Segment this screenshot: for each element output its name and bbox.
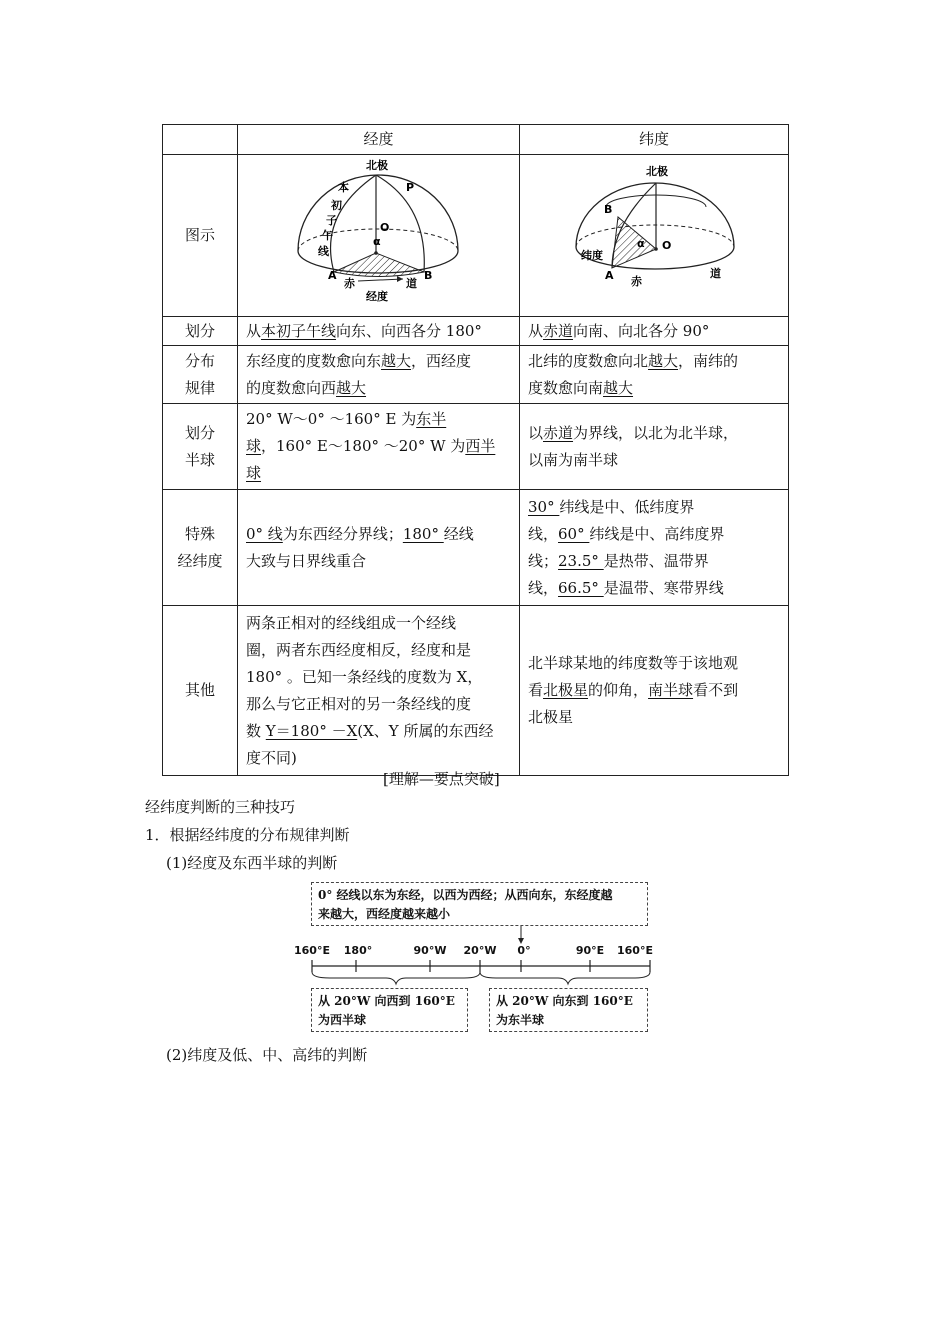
table-row-special [163,490,789,606]
lat-weidu-label: 纬度 [581,249,603,262]
lon-meridian-char-4: 午 [322,229,333,242]
lon-meridian-char-5: 线 [318,245,329,258]
table-row-diagram [163,155,789,317]
row-label-division: 划分 [163,317,238,346]
sub-heading-2: (2)纬度及低、中、高纬的判断 [166,1046,368,1064]
lon-rule-box: 0° 经线以东为东经，以西为西经；从西向东，东经度越 来越大，西经度越来越小 [311,882,648,926]
cell-longitude-other: 两条正相对的经线组成一个经线 圈，两者东西经度相反，经度和是 180° 。已知一条经线的度数为 X， 那么与它正相对的另一条经线的度 数 Y＝180° －X(X、Y 所属的东西经 度不同) [238,606,520,776]
cell-longitude-special: 0° 线为东西经分界线；180° 经线 大致与日界线重合 [238,490,520,606]
cell-latitude-special: 30° 纬线是中、低纬度界 线，60° 纬线是中、高纬度界 线；23.5° 是热带、温带界 线，66.5° 是温带、寒带界线 [520,490,789,606]
lat-B-label: B [604,203,613,216]
sub-heading-1: (1)经度及东西半球的判断 [166,854,338,872]
lon-P-label: P [406,181,415,194]
tick-label-20W: 20°W [463,944,497,957]
lat-north-pole-label: 北极 [646,165,668,178]
lat-O-label: O [662,239,672,252]
cell-longitude-division: 从本初子午线向东、向西各分 180° [238,317,520,346]
lon-A-label: A [328,269,337,282]
techniques-intro: 经纬度判断的三种技巧 [145,798,296,816]
lat-A-label: A [605,269,614,282]
lat-chi-label: 赤 [631,275,642,288]
lon-O-label: O [380,221,390,234]
latitude-hemisphere-diagram [520,155,789,307]
lat-dao-label: 道 [710,267,721,280]
lat-alpha-label: α [637,237,645,250]
lon-B-label: B [424,269,433,282]
cell-latitude-distribution: 北纬的度数愈向北越大，南纬的 度数愈向南越大 [520,346,789,404]
table-row-division [163,317,789,346]
table-header-row [163,125,789,155]
tick-label-160E-west: 160°E [294,944,330,957]
cell-latitude-other: 北半球某地的纬度数等于该地观 看北极星的仰角，南半球看不到 北极星 [520,606,789,776]
lon-alpha-label: α [373,235,381,248]
header-latitude: 纬度 [520,125,789,155]
row-label-diagram: 图示 [163,155,238,317]
header-empty [163,125,238,155]
longitude-hemisphere-diagram [238,155,520,307]
tick-label-90E: 90°E [575,944,605,957]
table-row-distribution [163,346,789,404]
lon-north-pole-label: 北极 [366,159,388,172]
lon-meridian-char-1: 本 [338,181,349,194]
lon-meridian-char-3: 子 [326,214,337,227]
eastern-hemisphere-box: 从 20°W 向东到 160°E 为东半球 [489,988,648,1032]
western-hemisphere-box: 从 20°W 向西到 160°E 为西半球 [311,988,468,1032]
lon-lat-comparison-table [162,124,789,776]
row-label-special: 特殊 经纬度 [163,490,238,606]
row-label-hemisphere: 划分 半球 [163,404,238,490]
cell-longitude-diagram [238,155,520,317]
tick-label-0: 0° [517,944,531,957]
lon-jingdu-label: 经度 [366,290,388,303]
longitude-number-line [290,926,670,996]
row-label-distribution: 分布 规律 [163,346,238,404]
tick-label-180: 180° [343,944,373,957]
table-row-other [163,606,789,776]
cell-latitude-diagram [520,155,789,317]
cell-latitude-division: 从赤道向南、向北各分 90° [520,317,789,346]
item-1-heading: 1．根据经纬度的分布规律判断 [145,826,350,844]
tick-label-90W: 90°W [413,944,447,957]
section-heading: [理解—要点突破] [383,770,500,788]
lon-meridian-char-2: 初 [331,199,342,212]
row-label-other: 其他 [163,606,238,776]
table-row-hemisphere [163,404,789,490]
cell-latitude-hemisphere: 以赤道为界线，以北为北半球， 以南为南半球 [520,404,789,490]
header-longitude: 经度 [238,125,520,155]
cell-longitude-hemisphere: 20° W～0° ～160° E 为东半 球，160° E～180° ～20° W 为西半 球 [238,404,520,490]
tick-label-160E-east: 160°E [617,944,653,957]
cell-longitude-distribution: 东经度的度数愈向东越大，西经度 的度数愈向西越大 [238,346,520,404]
lon-dao-label: 道 [406,277,417,290]
lon-chi-label: 赤 [344,277,355,290]
